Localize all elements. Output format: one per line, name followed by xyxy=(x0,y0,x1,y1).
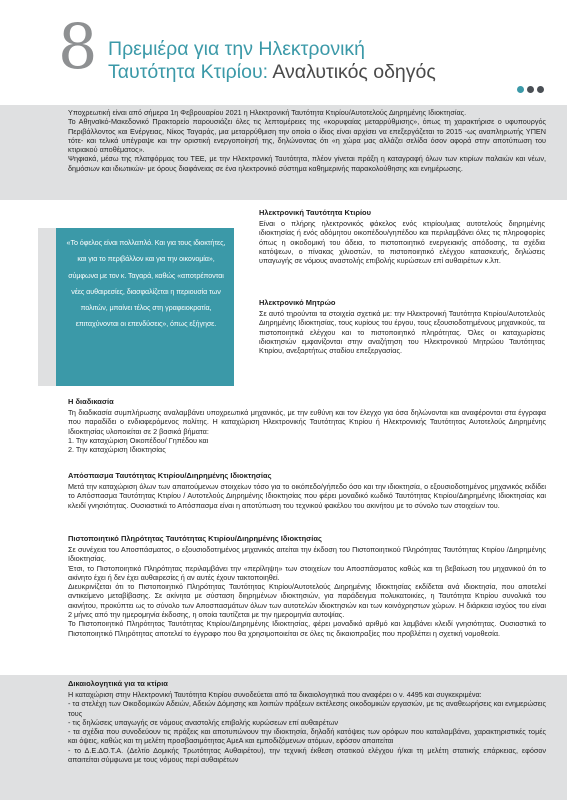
list-item: 2. Την καταχώριση Ιδιοκτησίας xyxy=(68,445,166,455)
section-text: Έτσι, το Πιστοποιητικό Πληρότητας περιλαμβάνει την «περίληψη» των στοιχείων του Αποσπάσματος καθώς και τη βεβαίωση του μηχανικού ότι το ακίνητο έχει ή δεν έχει αυθαιρεσίες ή αν αυτές έχουν τακτοποιηθεί. xyxy=(68,563,546,582)
section-text: Μετά την καταχώριση όλων των απαιτούμενων στοιχείων τόσο για το οικόπεδο/γήπεδο όσο και την ιδιοκτησία, ο εξουσιοδοτημένος μηχανικός εκδίδει το Απόσπασμα Ταυτότητας Κτιρίου / Αυτοτελούς Διηρημένης Ιδιοκτησίας που φέρει μοναδικό κωδικό Ταυτότητας Κτιρίου/Διηρημένης Ιδιοκτησίας και κλειδί γνησιότητας. Ουσιαστικά το Απόσπασμα είναι η αποτύπωση του τεχνικού φακέλου του ακινήτου με το σύνολο των στοιχείων του. xyxy=(68,482,546,510)
section-text: Τη διαδικασία συμπλήρωσης αναλαμβάνει υποχρεωτικά μηχανικός, με την ευθύνη και τον έλεγχο για όσα δηλώνονται και αναφέρονται στα έγγραφα που παραδίδει ο ενδιαφερόμενος πολίτης. Η καταχώριση Ηλεκτρονικής Ταυτότητας Κτιρίου ή Ηλεκτρονικής Ταυτότητας Αυτοτελούς Διηρημένης Ιδιοκτησίας υλοποιείται σε 2 βασικά βήματα: xyxy=(68,408,546,436)
section-heading: Ηλεκτρονικό Μητρώο xyxy=(259,298,336,307)
list-item: - το Δ.Ε.ΔΟ.Τ.Α. (Δελτίο Δομικής Τρωτότητας Αυθαιρέτου), την τεχνική έκθεση στατικού ελέγχου ή/και τη μελέτη στατικής επάρκειας, εφόσον απαιτείται σύμφωνα με τους νόμους περί αυθαιρέτων xyxy=(68,745,546,765)
section-text: Είναι ο πλήρης ηλεκτρονικός φάκελος ενός κτιρίου/μιας αυτοτελούς διηρημένης ιδιοκτησίας ή ενός αδόμητου οικοπέδου/γηπέδου και περιλαμβάνει όλες τις πληροφορίες όπως η οικοδομική του άδεια, το πιστοποιητικό ενεργειακής απόδοσης, τα σχέδια κατόψεων, ο πίνακας χιλιοστών, το πιστοποιητικό ελέγχου κατασκευής, δηλώσεις υπαγωγής σε νόμους αναστολής επιβολής κυρώσεων επί αυθαιρέτων κ.λπ. xyxy=(259,219,545,266)
section-heading: Δικαιολογητικά για τα κτίρια xyxy=(68,679,168,688)
dot-icon xyxy=(517,86,524,93)
list-item: - τα σχέδια που συνοδεύουν τις πράξεις και αποτυπώνουν την ιδιοκτησία, δηλαδή κατόψεις των ορόφων που καταλαμβάνει, χαρακτηριστικές τομές και όψεις, καθώς και τη μελέτη προσβασιμότητας ΑμεΑ και εμποδιζόμενων ατόμων, εφόσον απαιτείται xyxy=(68,727,546,746)
section-text: Διευκρινίζεται ότι το Πιστοποιητικό Πληρότητας Ταυτότητας Κτιρίου/Αυτοτελούς Διηρημένης Ιδιοκτησίας εκδίδεται ανά ιδιοκτησία, που αποτελεί αντικείμενο μεταβίβασης. Σε ακίνητα με σύσταση διηρημένων ιδιοκτησιών, για παράδειγμα πολυκατοικίες, η Ταυτότητα Κτιρίου συνολικά του ακινήτου, προκύπτει ως το σύνολο των Αποσπασμάτων όλων των αυτοτελών ιδιοκτησιών και των κοινόχρηστων χώρων. Η διάρκεια ισχύος του είναι 2 μήνες από την ημερομηνία έκδοσης, η οποία ταυτίζεται με την ημερομηνία αυτοψίας. xyxy=(68,582,546,620)
section-extract xyxy=(68,471,546,510)
title-line-2 xyxy=(108,61,436,84)
list-item: 1. Την καταχώριση Οικοπέδου/ Γηπέδου και xyxy=(68,435,209,445)
list-item: - τις δηλώσεις υπαγωγής σε νόμους αναστολής επιβολής κυρώσεων επί αυθαιρέτων xyxy=(68,717,339,727)
chapter-number: 8 xyxy=(58,10,98,83)
section-registry xyxy=(259,298,545,355)
section-heading: Απόσπασμα Ταυτότητας Κτιρίου/Διηρημένης Ιδιοκτησίας xyxy=(68,471,272,480)
intro-text xyxy=(68,108,546,173)
page-title xyxy=(108,38,436,84)
section-text: Το Πιστοποιητικό Πληρότητας Ταυτότητας Κτιρίου/Διηρημένης Ιδιοκτησίας, φέρει μοναδικό αριθμό και λαμβάνει κλειδί γνησιότητας. Ουσιαστικά το Πιστοποιητικό Πληρότητας αποτελεί το έγγραφο που θα χρησιμοποιείται σε όλες τις δικαιοπραξίες που προβλέπει η σχετική νομοθεσία. xyxy=(68,619,546,638)
quote-accent xyxy=(38,228,56,386)
dot-icon xyxy=(527,86,534,93)
section-building-id xyxy=(259,208,545,265)
dot-icon xyxy=(537,86,544,93)
section-procedure xyxy=(68,397,546,454)
page-header xyxy=(0,0,567,105)
section-heading: Η διαδικασία xyxy=(68,397,114,406)
list-item: - τα στελέχη των Οικοδομικών Αδειών, Αδειών Δόμησης και λοιπών πράξεων εκτέλεσης οικοδομικών εργασιών, με τις αναθεωρήσεις και ενημερώσεις τους xyxy=(68,699,546,718)
intro-paragraph: Το Αθηναϊκό-Μακεδονικό Πρακτορείο παρουσιάζει όλες τις λεπτομέρειες της «κορυφαίας μεταρρύθμισης», όπως τη χαρακτήρισε ο υφυπουργός Περιβάλλοντος και Ενέργειας, Νίκος Ταγαράς, μια μεταρρύθμιση την οποία ο ίδιος είναι αρχίσει να επεξεργάζεται το 2015 -ως αναπληρωτής ΥΠΕΝ τότε- και τελικά υπέγραψε και την οριστική ενεργοποίησή της, δηλώνοντας ότι «η χώρα μας αλλάζει σελίδα όσον αφορά στην αποτύπωση του κτιριακού αποθέματος». xyxy=(68,117,546,155)
intro-paragraph: Υποχρεωτική είναι από σήμερα 1η Φεβρουαρίου 2021 η Ηλεκτρονική Ταυτότητα Κτιρίου/Αυτοτελούς Διηρημένης Ιδιοκτησίας. xyxy=(68,108,467,117)
section-heading: Πιστοποιητικό Πληρότητας Ταυτότητας Κτιρίου/Διηρημένης Ιδιοκτησίας xyxy=(68,534,322,543)
section-completeness-certificate xyxy=(68,534,546,638)
decorative-dots xyxy=(517,80,547,88)
title-line-1: Πρεμιέρα για την Ηλεκτρονική xyxy=(108,38,365,60)
intro-paragraph: Ψηφιακά, μέσω της πλατφόρμας του ΤΕΕ, με την Ηλεκτρονική Ταυτότητα, πλέον γίνεται πράξη η καταγραφή όλων των κτιρίων παλαιών και νέων, δημόσιων και ιδιωτικών- με όρους διαφάνειας σε ένα ηλεκτρονικό σύστημα καθημερινής παρακολούθησης και ενημέρωσης. xyxy=(68,154,546,173)
pull-quote: «Το όφελος είναι πολλαπλό. Και για τους ιδιοκτήτες, και για το περιβάλλον και για την οικονομία», σύμφωνα με τον κ. Ταγαρά, καθώς «αποτρέπονται νέες αυθαιρεσίες, διασφαλίζεται η περιουσία των πολιτών, μπαίνει τέλος στη γραφειοκρατία, επιταχύνονται οι επενδύσεις», όπως εξήγησε. xyxy=(56,228,234,386)
section-text: Σε αυτό τηρούνται τα στοιχεία σχετικά με: την Ηλεκτρονική Ταυτότητα Κτιρίου/Αυτοτελούς Διηρημένης Ιδιοκτησίας, τους κυρίους του έργου, τους εξουσιοδοτημένους μηχανικούς, τα πιστοποιητικά ελέγχου και το πιστοποιητικό πληρότητας. Όλες οι καταχωρίσεις ιδιοκτησιών εμφανίζονται στην αναζήτηση του Ηλεκτρονικού Μητρώου Ταυτότητας Κτιρίου, ανεξαρτήτως σταδίου επεξεργασίας. xyxy=(259,309,545,356)
section-heading: Ηλεκτρονική Ταυτότητα Κτιρίου xyxy=(259,208,371,217)
section-documents xyxy=(68,679,546,764)
title-line-2-sub: Αναλυτικός οδηγός xyxy=(272,61,436,83)
section-text: Σε συνέχεια του Αποσπάσματος, ο εξουσιοδοτημένος μηχανικός αιτείται την έκδοση του Πιστοποιητικού Πληρότητας Ταυτότητας Κτιρίου /Διηρημένης Ιδιοκτησίας. xyxy=(68,545,546,564)
section-text: Η καταχώριση στην Ηλεκτρονική Ταυτότητα Κτιρίου συνοδεύεται από τα δικαιολογητικά που αναφέρει ο ν. 4495 και συγκεκριμένα: xyxy=(68,690,482,699)
title-line-2-main: Ταυτότητα Κτιρίου: xyxy=(108,61,273,83)
